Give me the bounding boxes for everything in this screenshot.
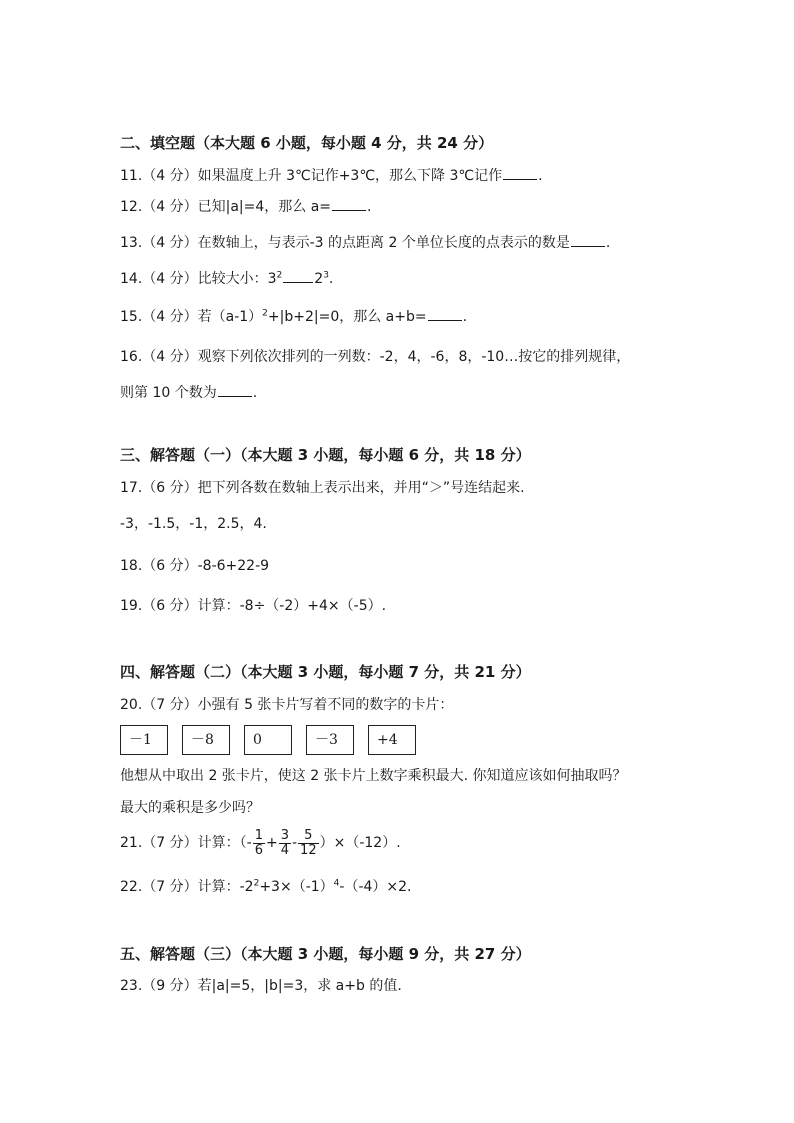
question-12: 12.（4 分）已知|a|=4，那么 a= . <box>120 199 372 215</box>
number-card: 0 <box>244 725 292 755</box>
section-5-heading: 五、解答题（三）（本大题 3 小题，每小题 9 分，共 27 分） <box>120 945 531 963</box>
question-16-line-1: 16.（4 分）观察下列依次排列的一列数：-2，4，-6，8，-10…按它的排列规律， <box>120 349 631 365</box>
question-14: 14.（4 分）比较大小：$3^2$ $2^3$. <box>120 270 334 287</box>
question-11-text: 11.（4 分）如果温度上升 3℃记作+3℃，那么下降 3℃记作 <box>120 168 503 184</box>
question-13-text: 13.（4 分）在数轴上，与表示-3 的点距离 2 个单位长度的点表示的数是 <box>120 235 570 251</box>
number-card: －8 <box>182 725 230 755</box>
question-11: 11.（4 分）如果温度上升 3℃记作+3℃，那么下降 3℃记作 . <box>120 168 543 184</box>
question-21: 21.（7 分）计算：（- $\frac{1}{6}$ + $\frac{3}{4}$ - $\frac{5}{12}$ ）×（-12）. <box>120 827 401 858</box>
question-12-text: 12.（4 分）已知|a|=4，那么 a= <box>120 199 332 215</box>
section-3-heading: 三、解答题（一）（本大题 3 小题，每小题 6 分，共 18 分） <box>120 446 531 464</box>
number-card: －3 <box>306 725 354 755</box>
fraction: $\frac{3}{4}$ <box>280 827 289 858</box>
question-22: 22.（7 分）计算：$-2^2+3\times(-1)^4-(-4)\times 2$. <box>120 878 412 895</box>
answer-blank <box>218 384 252 397</box>
question-15-text: 15.（4 分）若（a-1） <box>120 309 263 325</box>
question-16-line-2: 则第 10 个数为 . <box>120 385 258 401</box>
number-card: －1 <box>120 725 168 755</box>
fraction: $\frac{1}{6}$ <box>254 827 263 858</box>
answer-blank <box>332 198 366 211</box>
question-20-line-2: 他想从中取出 2 张卡片，使这 2 张卡片上数字乘积最大. 你知道应该如何抽取吗？ <box>120 768 627 784</box>
question-20: 20.（7 分）小强有 5 张卡片写着不同的数字的卡片： <box>120 697 454 713</box>
question-17-numbers: -3，-1.5，-1，2.5，4. <box>120 516 267 532</box>
section-4-heading: 四、解答题（二）（本大题 3 小题，每小题 7 分，共 21 分） <box>120 663 531 681</box>
fraction: $\frac{5}{12}$ <box>300 827 317 858</box>
answer-blank <box>571 234 605 247</box>
question-15: 15.（4 分）若$(a-1)^2+|b+2|=0$，那么 a+b= . <box>120 308 468 325</box>
question-23: 23.（9 分）若|a|=5，|b|=3，求 a+b 的值. <box>120 978 402 994</box>
question-19: 19.（6 分）计算：-8÷（-2）+4×（-5）. <box>120 598 387 614</box>
section-2-heading: 二、填空题（本大题 6 小题，每小题 4 分，共 24 分） <box>120 134 494 152</box>
question-13: 13.（4 分）在数轴上，与表示-3 的点距离 2 个单位长度的点表示的数是 . <box>120 235 611 251</box>
question-17-line-1: 17.（6 分）把下列各数在数轴上表示出来，并用“＞”号连结起来. <box>120 480 525 496</box>
question-20-line-3: 最大的乘积是多少吗？ <box>120 800 260 816</box>
question-14-text: 14.（4 分）比较大小：3 <box>120 271 277 287</box>
answer-blank <box>503 167 537 180</box>
number-card: +4 <box>368 725 416 755</box>
question-18: 18.（6 分）-8-6+22-9 <box>120 558 270 574</box>
answer-blank <box>283 270 313 283</box>
answer-blank <box>428 308 462 321</box>
